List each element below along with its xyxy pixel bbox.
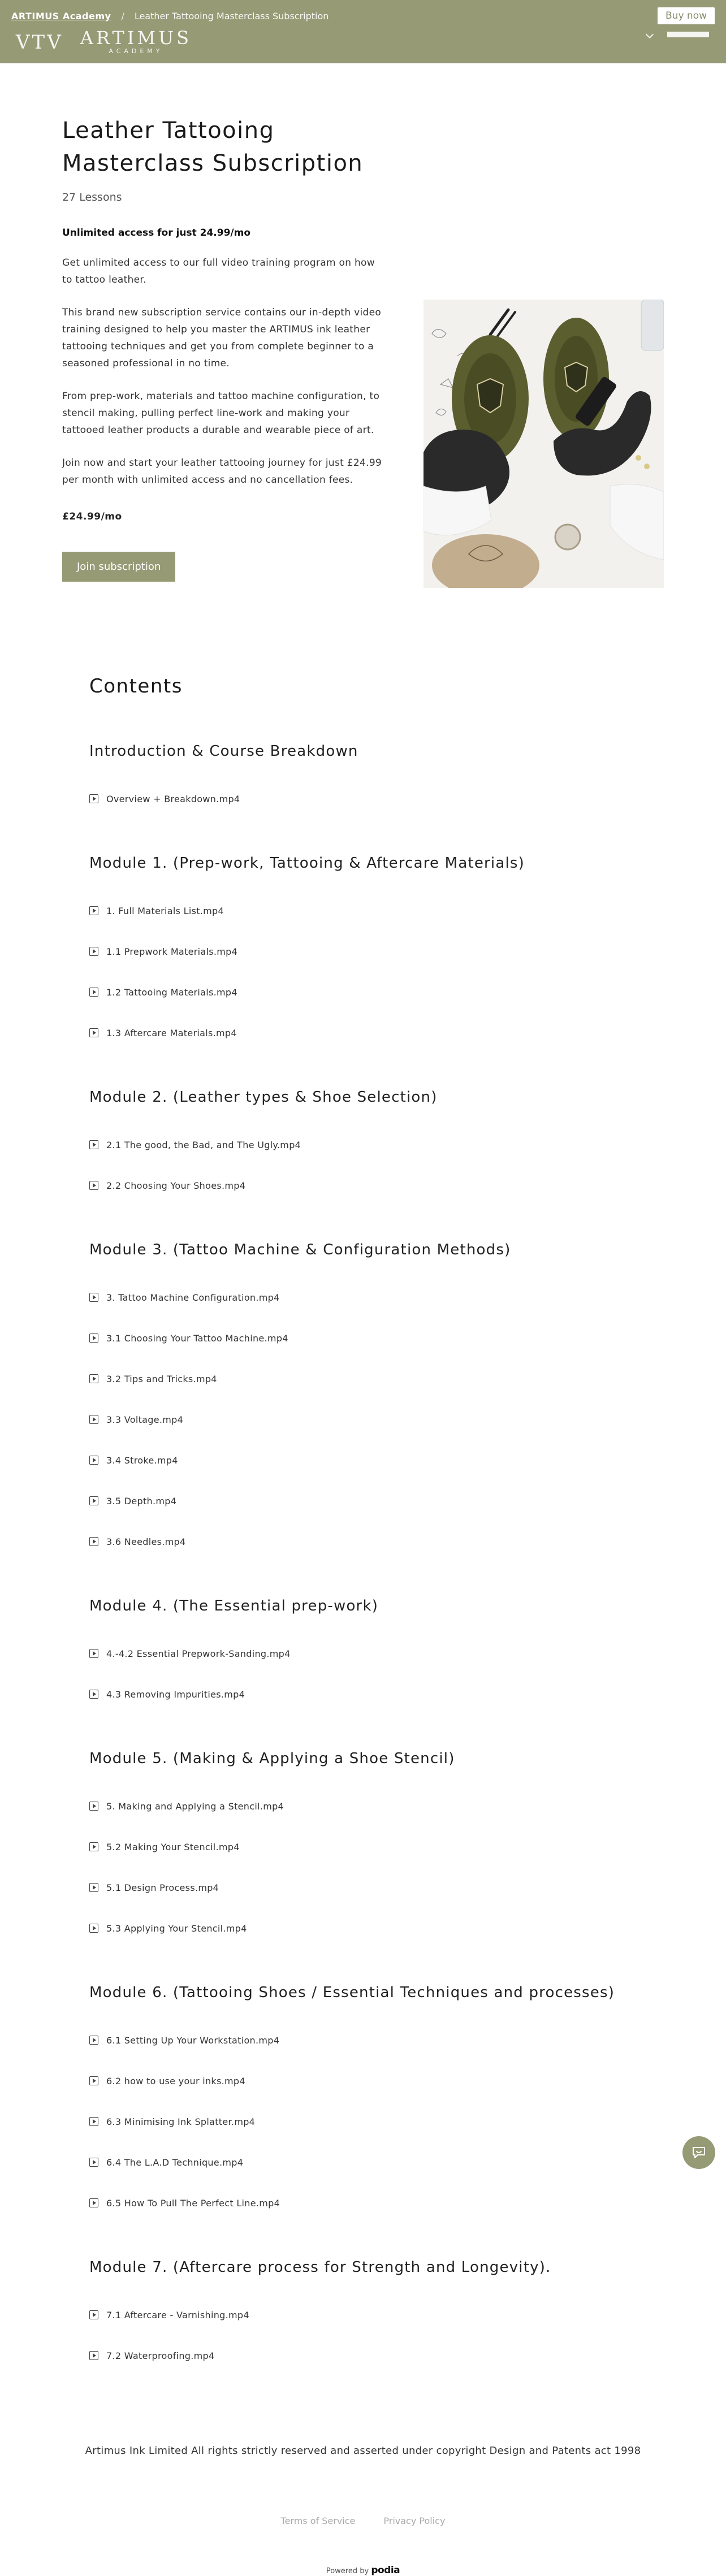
lesson-title: 4.-4.2 Essential Prepwork-Sanding.mp4: [106, 1648, 291, 1659]
lesson-title: 3.1 Choosing Your Tattoo Machine.mp4: [106, 1332, 288, 1344]
description-paragraph: Join now and start your leather tattooing journey for just £24.99 per month with unlimited access and no cancellation fees.: [62, 457, 382, 486]
play-video-icon: [89, 906, 98, 915]
lesson-list: [89, 2307, 637, 2363]
lesson-item[interactable]: [89, 1178, 637, 1193]
lesson-title: 1.1 Prepwork Materials.mp4: [106, 946, 238, 957]
breadcrumb-separator: /: [121, 10, 124, 21]
module-title: Module 2. (Leather types & Shoe Selection): [89, 1089, 438, 1106]
lesson-title: 3.2 Tips and Tricks.mp4: [106, 1373, 217, 1384]
play-video-icon: [89, 1028, 98, 1037]
lesson-item[interactable]: [89, 1137, 637, 1152]
logo-word: ARTIMUS: [80, 27, 192, 49]
lesson-item[interactable]: [89, 1331, 637, 1345]
lesson-title: 3.5 Depth.mp4: [106, 1495, 177, 1506]
play-video-icon: [89, 2310, 98, 2319]
play-video-icon: [89, 1334, 98, 1343]
play-video-icon: [89, 2158, 98, 2167]
lesson-item[interactable]: [89, 1534, 637, 1549]
lesson-item[interactable]: [89, 903, 637, 918]
product-section: [0, 63, 726, 649]
logo-wordmark: [80, 29, 192, 55]
product-info: [62, 114, 384, 582]
privacy-policy-link[interactable]: Privacy Policy: [383, 2516, 446, 2526]
play-video-icon: [89, 988, 98, 997]
lesson-item[interactable]: [89, 985, 637, 999]
course-contents: [0, 675, 726, 2363]
play-video-icon: [89, 2198, 98, 2207]
lesson-title: 4.3 Removing Impurities.mp4: [106, 1689, 245, 1700]
description-paragraph: Get unlimited access to our full video training program on how to tattoo leather.: [62, 257, 375, 285]
module-title: Introduction & Course Breakdown: [89, 743, 358, 760]
play-video-icon: [89, 1181, 98, 1190]
play-video-icon: [89, 1415, 98, 1424]
lesson-title: 6.2 how to use your inks.mp4: [106, 2075, 245, 2086]
nav-menu-item[interactable]: [667, 32, 709, 37]
lesson-title: 3.3 Voltage.mp4: [106, 1414, 184, 1425]
play-video-icon: [89, 1842, 98, 1851]
lesson-title: 1. Full Materials List.mp4: [106, 905, 224, 916]
lesson-item[interactable]: [89, 1290, 637, 1305]
lesson-title: 1.2 Tattooing Materials.mp4: [106, 986, 237, 998]
terms-of-service-link[interactable]: Terms of Service: [280, 2516, 356, 2526]
module-title: Module 6. (Tattooing Shoes / Essential Techniques and processes): [89, 1984, 615, 2001]
buy-now-button[interactable]: Buy now: [658, 7, 715, 24]
lesson-list: [89, 1646, 637, 1702]
logo-subword: ACADEMY: [109, 47, 163, 55]
play-video-icon: [89, 1690, 98, 1699]
lesson-list: [89, 1137, 637, 1193]
lesson-item[interactable]: [89, 1799, 637, 1813]
lesson-item[interactable]: [89, 791, 637, 806]
chevron-down-icon[interactable]: [646, 31, 654, 38]
lesson-item[interactable]: [89, 1646, 637, 1661]
logo-mark: VTV: [16, 31, 63, 54]
play-video-icon: [89, 1496, 98, 1505]
play-video-icon: [89, 2117, 98, 2126]
lesson-title: 5.1 Design Process.mp4: [106, 1882, 219, 1893]
play-video-icon: [89, 947, 98, 956]
play-video-icon: [89, 2036, 98, 2045]
lesson-item[interactable]: [89, 1025, 637, 1040]
play-video-icon: [89, 1802, 98, 1811]
site-footer: [0, 2442, 726, 2576]
play-video-icon: [89, 1140, 98, 1149]
lesson-list: [89, 1290, 637, 1549]
lesson-title: 3.6 Needles.mp4: [106, 1536, 186, 1547]
powered-by-label: Powered by: [326, 2567, 369, 2575]
description-paragraph: This brand new subscription service contains our in-depth video training designed to help you master the ARTIMUS ink leather tattooing techniques and get you from complete beginner to a seasoned professional in no time.: [62, 307, 382, 369]
description-paragraph: From prep-work, materials and tattoo machine configuration, to stencil making, pulling perfect line-work and making your tattooed leather products a durable and wearable piece of art.: [62, 391, 380, 436]
play-video-icon: [89, 794, 98, 803]
lesson-title: 6.3 Minimising Ink Splatter.mp4: [106, 2116, 256, 2127]
powered-by[interactable]: [0, 2565, 726, 2576]
lesson-item[interactable]: [89, 1371, 637, 1386]
lesson-item[interactable]: [89, 1921, 637, 1936]
product-title: Leather Tattooing Masterclass Subscription: [62, 118, 364, 176]
lesson-item[interactable]: [89, 1412, 637, 1427]
lesson-title: 5. Making and Applying a Stencil.mp4: [106, 1800, 284, 1812]
lesson-item[interactable]: [89, 1687, 637, 1702]
lesson-title: 5.2 Making Your Stencil.mp4: [106, 1841, 240, 1852]
header-nav: [647, 32, 709, 37]
lesson-list: [89, 791, 637, 806]
module-title: Module 3. (Tattoo Machine & Configuration Methods): [89, 1241, 511, 1258]
lesson-title: 6.1 Setting Up Your Workstation.mp4: [106, 2034, 280, 2046]
footer-links: [0, 2516, 726, 2526]
module-list: [89, 743, 637, 2363]
module-title: Module 5. (Making & Applying a Shoe Stencil): [89, 1750, 455, 1767]
lesson-list: [89, 2033, 637, 2210]
module-title: Module 7. (Aftercare process for Strength and Longevity).: [89, 2259, 551, 2276]
lesson-item[interactable]: [89, 2114, 637, 2129]
play-video-icon: [89, 1456, 98, 1465]
lesson-title: 1.3 Aftercare Materials.mp4: [106, 1027, 237, 1038]
site-header: [0, 0, 726, 63]
module-title: Module 4. (The Essential prep-work): [89, 1597, 379, 1614]
lesson-item[interactable]: [89, 2155, 637, 2170]
contents-title: Contents: [89, 675, 183, 698]
lesson-list: [89, 1799, 637, 1936]
product-description: [62, 254, 384, 488]
lesson-title: 7.2 Waterproofing.mp4: [106, 2350, 215, 2361]
lesson-item[interactable]: [89, 2033, 637, 2047]
lesson-title: 5.3 Applying Your Stencil.mp4: [106, 1923, 247, 1934]
chat-button[interactable]: [682, 2136, 715, 2169]
join-subscription-button[interactable]: Join subscription: [62, 552, 175, 582]
lesson-title: Overview + Breakdown.mp4: [106, 793, 240, 804]
module-title: Module 1. (Prep-work, Tattooing & Aftercare Materials): [89, 855, 525, 872]
lesson-item[interactable]: [89, 1880, 637, 1895]
play-video-icon: [89, 1537, 98, 1546]
play-video-icon: [89, 1883, 98, 1892]
lesson-title: 2.1 The good, the Bad, and The Ugly.mp4: [106, 1139, 301, 1150]
lesson-item[interactable]: [89, 2073, 637, 2088]
play-video-icon: [89, 1374, 98, 1383]
breadcrumb-current: Leather Tattooing Masterclass Subscription: [134, 10, 329, 21]
play-video-icon: [89, 2351, 98, 2360]
lesson-item[interactable]: [89, 1493, 637, 1508]
product-image: [424, 300, 664, 588]
lesson-count: 27 Lessons: [62, 191, 122, 204]
site-logo[interactable]: [16, 29, 192, 55]
copyright-notice: Artimus Ink Limited All rights strictly reserved and asserted under copyright Design and Patents act 1998: [85, 2445, 641, 2457]
lesson-title: 6.4 The L.A.D Technique.mp4: [106, 2157, 244, 2168]
play-video-icon: [89, 1924, 98, 1933]
breadcrumb-home-link[interactable]: ARTIMUS Academy: [11, 10, 111, 21]
lesson-list: [89, 903, 637, 1040]
play-video-icon: [89, 2076, 98, 2085]
lesson-title: 3. Tattoo Machine Configuration.mp4: [106, 1292, 280, 1303]
podia-logo: podia: [371, 2565, 400, 2576]
play-video-icon: [89, 1293, 98, 1302]
lesson-item[interactable]: [89, 944, 637, 959]
play-video-icon: [89, 1649, 98, 1658]
lesson-title: 3.4 Stroke.mp4: [106, 1454, 178, 1466]
lesson-item[interactable]: [89, 1453, 637, 1467]
lesson-title: 2.2 Choosing Your Shoes.mp4: [106, 1180, 246, 1191]
lesson-item[interactable]: [89, 1839, 637, 1854]
product-price: £24.99/mo: [62, 511, 122, 522]
lesson-title: 6.5 How To Pull The Perfect Line.mp4: [106, 2197, 280, 2209]
product-tagline: Unlimited access for just 24.99/mo: [62, 227, 251, 239]
lesson-title: 7.1 Aftercare - Varnishing.mp4: [106, 2309, 249, 2320]
lesson-item[interactable]: [89, 2348, 637, 2363]
lesson-item[interactable]: [89, 2196, 637, 2210]
lesson-item[interactable]: [89, 2307, 637, 2322]
tattooed-shoes-illustration: [424, 300, 664, 588]
chat-bubble-icon: [692, 2146, 706, 2159]
